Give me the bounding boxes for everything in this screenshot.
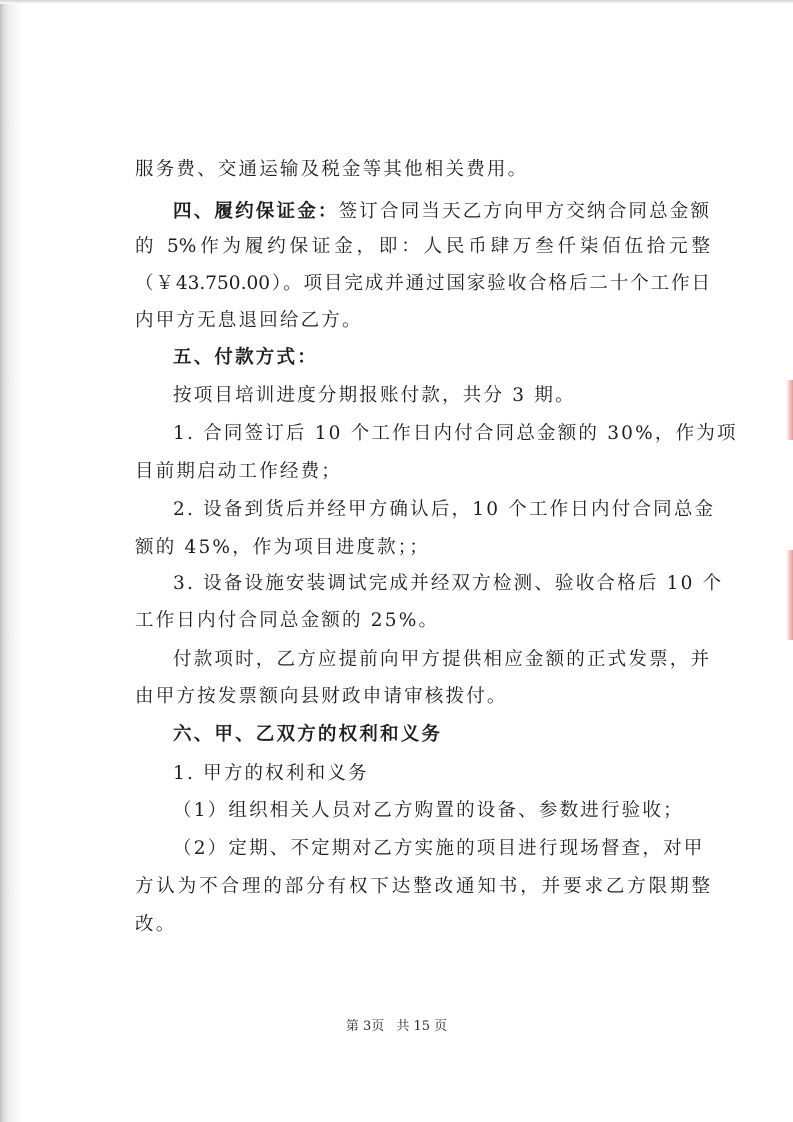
seal-edge-mark [786,380,793,440]
text-line: （2）定期、不定期对乙方实施的项目进行现场督查，对甲 [173,838,705,859]
text-line: 工作日内付合同总金额的 25%。 [135,610,440,631]
text-line: 服务费、交通运输及税金等其他相关费用。 [135,159,529,180]
text-line: 1. 合同签订后 10 个工作日内付合同总金额的 30%，作为项 [173,423,738,444]
text-line: （￥43.750.00）。项目完成并通过国家验收合格后二十个工作日 [135,273,710,294]
text-line: 由甲方按发票额向县财政申请审核拨付。 [135,686,508,707]
subsection-heading: 1. 甲方的权利和义务 [173,763,369,784]
scan-shadow-edge [0,0,22,1122]
text-line: （1）组织相关人员对乙方购置的设备、参数进行验收； [173,800,684,821]
text-line: 付款项时，乙方应提前向甲方提供相应金额的正式发票，并 [173,649,712,670]
page-total: 共 15 页 [396,1019,448,1034]
text-line: 2. 设备到货后并经甲方确认后，10 个工作日内付合同总金 [173,499,716,520]
text-line: 目前期启动工作经费； [135,461,343,482]
seal-edge-mark [786,550,793,640]
section-heading: 五、付款方式： [173,347,318,368]
text-line: 按项目培训进度分期报账付款，共分 3 期。 [173,385,576,406]
page-footer [0,1015,793,1034]
text-line: 改。 [135,914,177,935]
text-line: 内甲方无息退回给乙方。 [135,310,363,331]
text-line: 3. 设备设施安装调试完成并经双方检测、验收合格后 10 个 [173,573,724,594]
text-line [135,199,710,225]
scan-shadow-top [0,0,793,4]
text-line: 的 5%作为履约保证金，即：人民币肆万叁仟柒佰伍拾元整 [135,236,710,257]
text-line: 额的 45%，作为项目进度款；； [135,537,430,558]
text-span: 签订合同当天乙方向甲方交纳合同总金额 [338,201,712,222]
section-heading: 四、履约保证金： [173,201,339,222]
text-line: 方认为不合理的部分有权下达整改通知书，并要求乙方限期整 [135,876,710,897]
section-heading: 六、甲、乙双方的权利和义务 [173,724,443,745]
page-number: 第 3页 [345,1019,385,1034]
